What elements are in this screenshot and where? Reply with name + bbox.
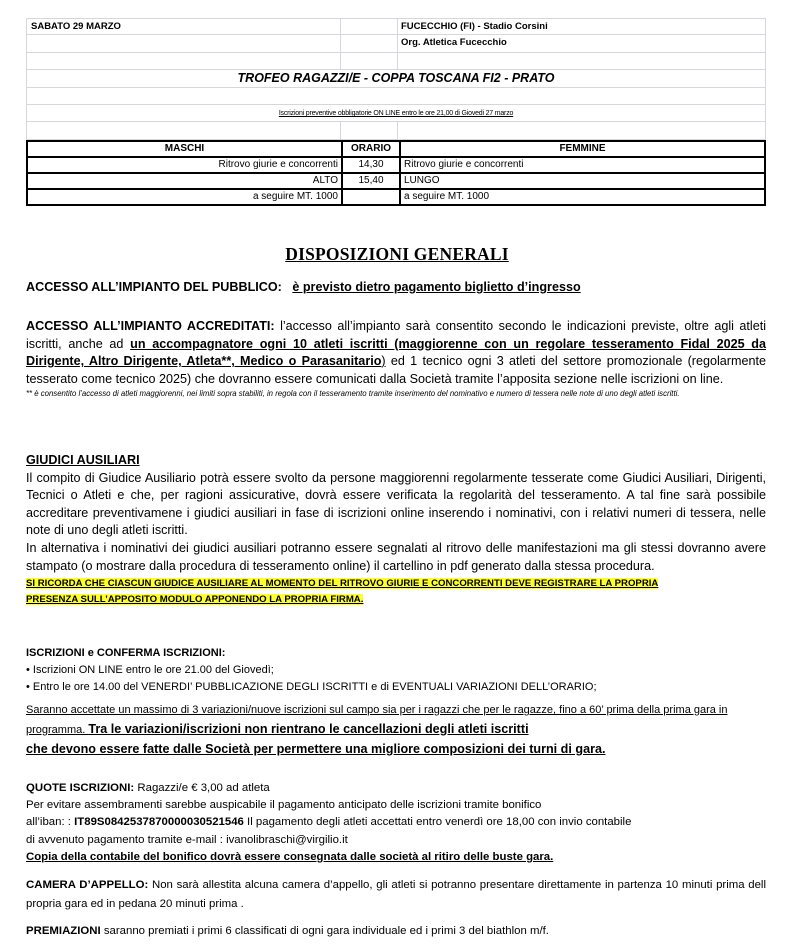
public-access-text: è previsto dietro pagamento biglietto d’ingresso — [292, 280, 581, 294]
auxiliary-judges-paragraph: Il compito di Giudice Ausiliario potrà essere svolto da persone maggiorenni regolarmente tesserate come Giudici Ausiliari, Dirigenti, Tecnici o Atleti e che, per ragioni assicurative, dovrà essere verificata la regolarità del tesseramento. A tal fine sarà possibile accreditare preventivamene i giudici ausiliari in fase di iscrizioni online inserendo i nominativi, con i relativi numeri di tessera, nelle note di uno degli atleti iscritti. — [26, 470, 766, 538]
fees-text: Per evitare assembramenti sarebbe auspicabile il pagamento anticipato delle iscrizioni tramite bonifico — [26, 799, 542, 812]
judges-signature-notice-2: PRESENZA SULL’APPOSITO MODULO APPONENDO LA PROPRIA FIRMA. — [26, 594, 364, 606]
event-venue: FUCECCHIO (FI) - Stadio Corsini — [397, 19, 766, 34]
grid-row-empty — [26, 122, 766, 139]
event-time: 15,40 — [342, 173, 400, 189]
female-event: LUNGO — [400, 173, 765, 189]
schedule-table — [26, 140, 766, 206]
main-heading: DISPOSIZIONI GENERALI — [285, 244, 509, 264]
grid-row-registration-note — [26, 105, 766, 122]
fees-notice: Copia della contabile del bonifico dovrà essere consegnata dalle società al ritiro delle buste gara. — [26, 850, 554, 863]
schedule-header-row — [27, 141, 765, 157]
accredited-access-text-2: ed 1 tecnico ogni 3 atleti del settore promozionale (regolarmente tesserato come tecnico 2025) che dovranno essere comunicati dalla Società tramite l’apposita sezione nelle iscrizioni on line. — [26, 354, 766, 386]
event-time — [342, 189, 400, 205]
accredited-access-text: l’accesso all’impianto sarà consentito secondo le indicazioni previste, oltre agli atleti iscritti, anche ad — [26, 319, 766, 351]
payment-email: di avvenuto pagamento tramite e-mail : ivanolibraschi@virgilio.it — [26, 833, 348, 846]
event-date: SABATO 29 MARZO — [26, 19, 340, 34]
fees-label: QUOTE ISCRIZIONI: — [26, 782, 135, 794]
accredited-access-section: ACCESSO ALL’IMPIANTO ACCREDITATI: l’accesso all’impianto sarà consentito secondo le indicazioni previste, oltre agli atleti iscritti, anche ad un accompagnatore ogni 10 atleti iscritti (maggiorenne con un regolare tesseramento Fidal 2025 da Dirigente, Altro Dirigente, Atleta**, Medico o Parasanitario) ed 1 tecnico ogni 3 atleti del settore promozionale (regolarmente tesserato come tecnico 2025) che dovranno essere comunicati dalla Società tramite l’apposita sezione nelle iscrizioni on line. ** è consentito l’accesso di atleti maggiorenni, nei limiti sopra stabiliti, in regola con il tesseramento tramite inserimento del nominativo e numero di tessera nelle note di uno degli atleti iscritti. — [26, 318, 766, 401]
auxiliary-judges-paragraph: In alternativa i nominativi dei giudici ausiliari potranno essere segnalati al ritrovo delle manifestazioni ma gli stessi dovranno avere stampato (o mostrare dalla procedura di tesseramento online) il cartellino in pdf generato dalla stessa procedura. — [26, 540, 766, 573]
header-time: ORARIO — [342, 141, 400, 157]
fees-amount: Ragazzi/e € 3,00 ad atleta — [134, 782, 270, 794]
auxiliary-judges-section — [26, 452, 766, 607]
header-female: FEMMINE — [400, 141, 765, 157]
call-room-label: CAMERA D’APPELLO: — [26, 879, 149, 891]
grid-row-date — [26, 18, 766, 35]
female-event: Ritrovo giurie e concorrenti — [400, 157, 765, 173]
schedule-row — [27, 189, 765, 205]
call-room-text: Non sarà allestita alcuna camera d’appello, gli atleti si potranno presentare direttamente in partenza 10 minuti prima dell propria gara ed in pedana 20 minuti prima . — [26, 879, 766, 910]
registrations-heading: ISCRIZIONI e CONFERMA ISCRIZIONI: — [26, 647, 226, 659]
judges-signature-notice: SI RICORDA CHE CIASCUN GIUDICE AUSILIARE AL MOMENTO DEL RITROVO GIURIE E CONCORRENTI DEVE REGISTRARE LA PROPRIA — [26, 578, 659, 590]
public-access-section — [26, 279, 766, 297]
accredited-access-footnote: ** è consentito l’accesso di atleti maggiorenni, nei limiti sopra stabiliti, in regola con il tesseramento tramite inserimento del nominativo e numero di tessera nelle note di uno degli atleti iscritti. — [26, 389, 680, 399]
registrations-bullet: • Iscrizioni ON LINE entro le ore 21.00 del Giovedì; — [26, 664, 274, 676]
male-event: Ritrovo giurie e concorrenti — [27, 157, 342, 173]
grid-row-empty — [26, 53, 766, 70]
awards-text: saranno premiati i primi 6 classificati di ogni gara individuale ed i primi 3 del biathlon m/f. — [100, 925, 549, 937]
grid-row-organizer — [26, 35, 766, 52]
accredited-access-condition: un accompagnatore ogni 10 atleti iscritti (maggiorenne con un regolare tesseramento Fidal 2025 da Dirigente, Altro Dirigente, Atleta**, Medico o Parasanitario — [26, 336, 766, 369]
variations-paragraph: Saranno accettate un massimo di 3 variazioni/nuove iscrizioni sul campo sia per i ragazzi che per le ragazze, fino a 60’ prima della prima gara in programma. Tra le variazioni/iscrizioni non rientrano le cancellazioni degli atleti iscritti che devono essere fatte dalle Società per permettere una migliore composizioni dei turni di gara. — [26, 704, 728, 756]
fees-section: QUOTE ISCRIZIONI: Ragazzi/e € 3,00 ad atleta Per evitare assembramenti sarebbe auspicabile il pagamento anticipato delle iscrizioni tramite bonifico all’iban: : IT89S0842537870000030521546 Il pagamento degli atleti accettati entro venerdì ore 18,00 con invio contabile di avvenuto pagamento tramite e-mail : ivanolibraschi@virgilio.it Copia della contabile del bonifico dovrà essere consegnata dalle società al ritiro delle buste gara. — [26, 780, 766, 866]
schedule-row — [27, 157, 765, 173]
awards-section — [26, 923, 766, 940]
auxiliary-judges-heading: GIUDICI AUSILIARI — [26, 453, 140, 467]
awards-label: PREMIAZIONI — [26, 925, 101, 937]
registrations-list — [26, 662, 766, 696]
event-time: 14,30 — [342, 157, 400, 173]
male-event: a seguire MT. 1000 — [27, 189, 342, 205]
grid-row-title — [26, 70, 766, 87]
call-room-section — [26, 876, 766, 913]
event-organizer: Org. Atletica Fucecchio — [397, 35, 766, 51]
schedule-row — [27, 173, 765, 189]
accredited-access-label: ACCESSO ALL’IMPIANTO ACCREDITATI: — [26, 319, 275, 333]
header-grid — [26, 18, 766, 140]
public-access-label: ACCESSO ALL’IMPIANTO DEL PUBBLICO: — [26, 280, 282, 294]
grid-row-empty — [26, 88, 766, 105]
event-title: TROFEO RAGAZZI/E - COPPA TOSCANA FI2 - PRATO — [26, 70, 766, 86]
registrations-section — [26, 645, 766, 759]
registrations-bullet: • Entro le ore 14.00 del VENERDI’ PUBBLICAZIONE DEGLI ISCRITTI e di EVENTUALI VARIAZIONI DELL’ORARIO; — [26, 681, 597, 693]
male-event: ALTO — [27, 173, 342, 189]
female-event: a seguire MT. 1000 — [400, 189, 765, 205]
registration-note: Iscrizioni preventive obbligatorie ON LINE entro le ore 21,00 di Giovedi 27 marzo — [278, 109, 514, 117]
iban: IT89S0842537870000030521546 — [74, 816, 244, 829]
header-male: MASCHI — [27, 141, 342, 157]
